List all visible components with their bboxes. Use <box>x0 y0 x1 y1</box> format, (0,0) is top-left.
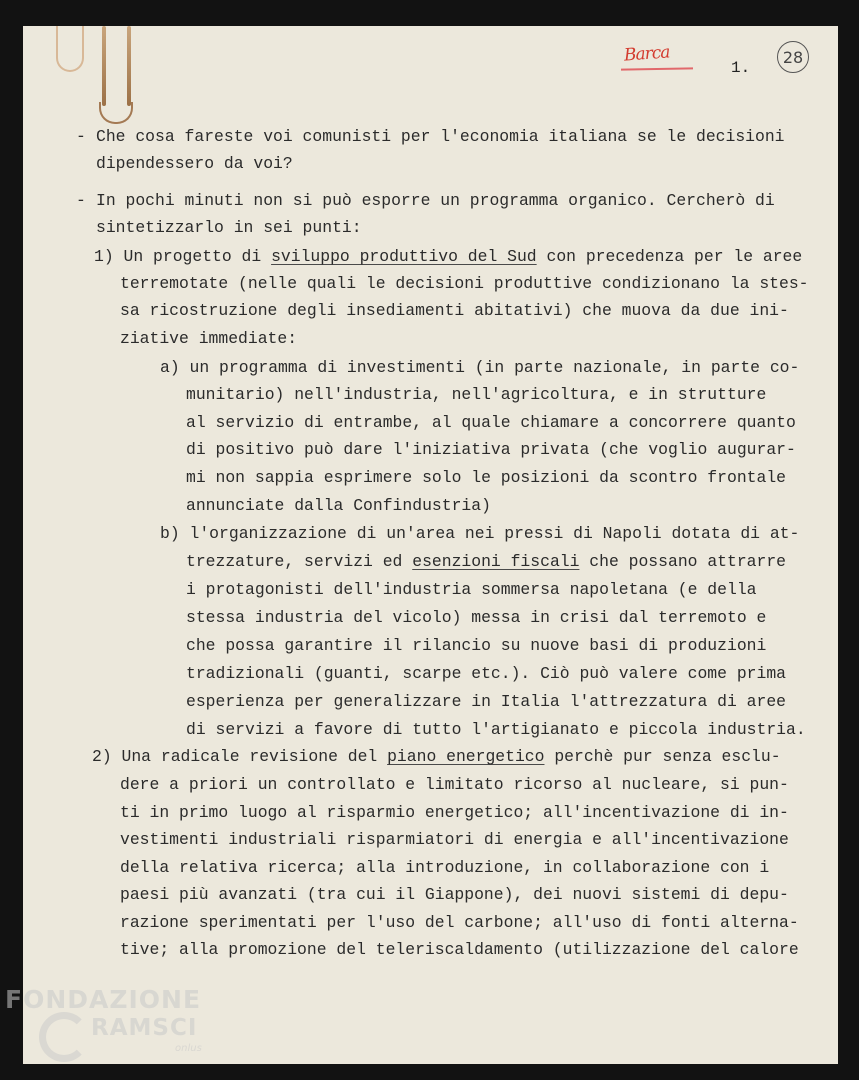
point-2-line: dere a priori un controllato e limitato ricorso al nucleare, si pun- <box>120 775 789 794</box>
watermark-g-logo-icon <box>39 1012 89 1062</box>
fondazione-gramsci-watermark <box>5 985 215 1075</box>
underlined-text: piano energetico <box>387 747 545 766</box>
watermark-text: RAMSCI <box>91 1015 198 1041</box>
annotation-underline <box>621 67 693 70</box>
underlined-text: esenzioni fiscali <box>412 552 580 571</box>
text-span: perchè pur senza esclu- <box>544 747 781 766</box>
subpoint-a-line: annunciate dalla Confindustria) <box>186 496 491 515</box>
staple-mark <box>127 26 131 106</box>
subpoint-b-line: che possa garantire il rilancio su nuove basi di produzioni <box>186 636 767 655</box>
paperclip-icon <box>99 102 133 124</box>
point-2-line: della relativa ricerca; alla introduzione, in collaborazione con i <box>120 858 770 877</box>
archive-number-stamp: 28 <box>777 41 809 73</box>
text-span: 1) Un progetto di <box>94 247 272 266</box>
subpoint-b-line: stessa industria del vicolo) messa in crisi dal terremoto e <box>186 608 767 627</box>
subpoint-b-line: tradizionali (guanti, scarpe etc.). Ciò può valere come prima <box>186 664 786 683</box>
question-line: dipendessero da voi? <box>96 154 293 173</box>
paperclip-shadow <box>56 26 84 72</box>
subpoint-b-line: i protagonisti dell'industria sommersa napoletana (e della <box>186 580 757 599</box>
list-dash: - <box>76 191 86 210</box>
text-span: trezzature, servizi ed <box>186 552 413 571</box>
subpoint-a-line: a) un programma di investimenti (in parte nazionale, in parte co- <box>160 358 800 377</box>
underlined-text: sviluppo produttivo del Sud <box>271 247 537 266</box>
text-span: con precedenza per le aree <box>536 247 803 266</box>
point-2-line <box>92 747 781 767</box>
point-1-line: ziative immediate: <box>120 329 298 348</box>
point-2-line: tive; alla promozione del teleriscaldamento (utilizzazione del calore <box>120 940 799 959</box>
handwritten-annotation: Barca <box>623 42 671 66</box>
point-2-line: paesi più avanzati (tra cui il Giappone), dei nuovi sistemi di depu- <box>120 885 789 904</box>
point-2-line: vestimenti industriali risparmiatori di energia e all'incentivazione <box>120 830 789 849</box>
point-1-line: terremotate (nelle quali le decisioni produttive condizionano la stes- <box>120 274 809 293</box>
subpoint-a-line: al servizio di entrambe, al quale chiamare a concorrere quanto <box>186 413 796 432</box>
subpoint-a-line: munitario) nell'industria, nell'agricoltura, e in strutture <box>186 385 767 404</box>
watermark-text: onlus <box>175 1043 202 1054</box>
subpoint-b-line: esperienza per generalizzare in Italia l'attrezzatura di aree <box>186 692 786 711</box>
question-line: Che cosa fareste voi comunisti per l'economia italiana se le decisioni <box>96 127 785 146</box>
page-number: 1. <box>731 59 751 77</box>
point-1-line: sa ricostruzione degli insediamenti abitativi) che muova da due ini- <box>120 301 789 320</box>
subpoint-b-line <box>186 552 786 572</box>
point-1-line <box>94 247 802 267</box>
subpoint-a-line: mi non sappia esprimere solo le posizioni da scontro frontale <box>186 468 786 487</box>
text-span: che possano attrarre <box>579 552 787 571</box>
list-dash: - <box>76 127 86 146</box>
subpoint-b-line: di servizi a favore di tutto l'artigianato e piccola industria. <box>186 720 806 739</box>
text-span: 2) Una radicale revisione del <box>92 747 388 766</box>
subpoint-a-line: di positivo può dare l'iniziativa privata (che voglio augurar- <box>186 440 796 459</box>
answer-line: sintetizzarlo in sei punti: <box>96 218 362 237</box>
watermark-text: FONDAZIONE <box>5 985 202 1014</box>
answer-line: In pochi minuti non si può esporre un programma organico. Cercherò di <box>96 191 775 210</box>
point-2-line: ti in primo luogo al risparmio energetico; all'incentivazione di in- <box>120 803 789 822</box>
subpoint-b-line: b) l'organizzazione di un'area nei pressi di Napoli dotata di at- <box>160 524 800 543</box>
document-page <box>23 26 838 1064</box>
staple-mark <box>102 26 106 106</box>
point-2-line: razione sperimentati per l'uso del carbone; all'uso di fonti alterna- <box>120 913 799 932</box>
